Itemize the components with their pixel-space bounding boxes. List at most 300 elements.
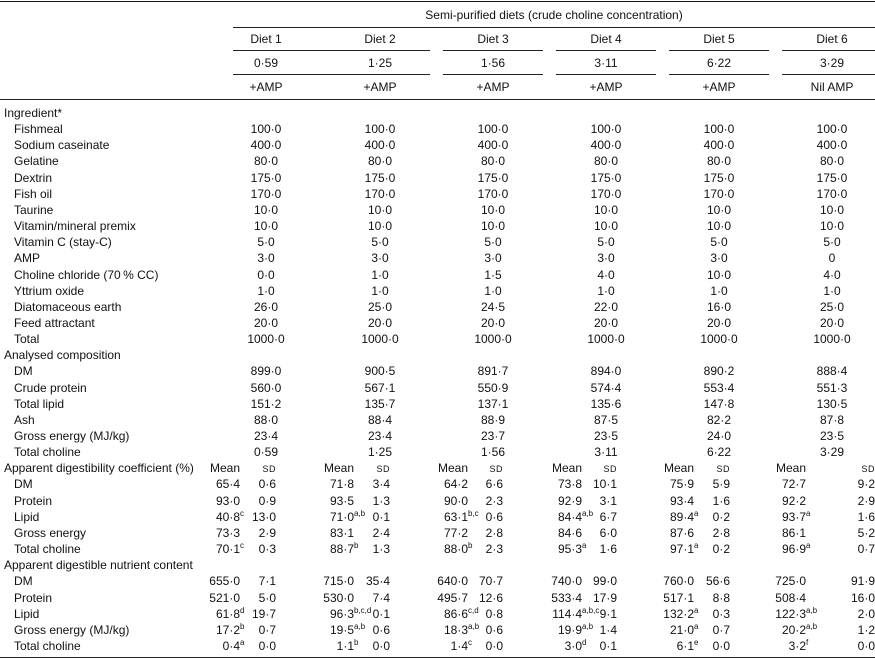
table-cell: 400·0: [816, 138, 848, 153]
sd-value: 0·3: [712, 606, 730, 621]
row-label: DM: [14, 477, 33, 492]
diet-amp-5: +AMP: [702, 80, 736, 94]
sd-value: 1·2: [857, 622, 875, 637]
table-cell: 10·0: [819, 219, 845, 234]
diet-underline-b-2: [330, 74, 430, 75]
table-cell: 1000·0: [813, 332, 851, 347]
row-label: Crude protein: [14, 380, 87, 395]
table-cell: 551·3: [816, 380, 848, 395]
significance-superscript: c: [240, 508, 244, 518]
table-cell: 574·4: [590, 380, 622, 395]
table-cell: 100·0: [816, 122, 848, 137]
table-cell: 400·0: [250, 138, 282, 153]
section-title: Ingredient*: [4, 106, 63, 120]
table-cell: 4·0: [823, 267, 841, 282]
row-label: DM: [14, 574, 33, 589]
significance-superscript: a,b: [468, 621, 480, 631]
table-cell: 88·4: [367, 412, 393, 427]
table-cell: 175·0: [250, 170, 282, 185]
mean-value: 71·8: [329, 477, 354, 492]
mean-number: 19·9: [557, 622, 582, 637]
mean-number: 96·9: [781, 542, 806, 557]
diet-amp-6: Nil AMP: [810, 80, 854, 94]
table-cell: 175·0: [477, 170, 509, 185]
row-label: Fish oil: [14, 186, 53, 201]
table-cell: 170·0: [590, 186, 622, 201]
diet-conc-4: 3·11: [594, 56, 618, 70]
significance-superscript: a,b: [582, 621, 594, 631]
table-cell: 16·0: [706, 299, 732, 314]
diet-name-1: Diet 1: [250, 32, 282, 46]
mean-header: Mean: [775, 461, 806, 476]
table-cell: 22·0: [593, 299, 619, 314]
mean-value: [782, 542, 810, 556]
table-cell: 100·0: [590, 122, 622, 137]
mean-number: 122·3: [775, 606, 806, 621]
table-cell: 135·7: [364, 396, 396, 411]
table-cell: 23·4: [367, 429, 393, 443]
table-cell: 23·5: [593, 429, 619, 443]
significance-superscript: c: [468, 637, 472, 647]
row-label: Lipid: [14, 509, 40, 524]
row-label: Total choline: [14, 445, 81, 460]
row-label: Fishmeal: [14, 122, 63, 137]
significance-superscript: b: [354, 541, 359, 551]
mean-value: 93·0: [215, 493, 240, 508]
mean-value: 725·0: [775, 574, 806, 589]
sd-value: 91·9: [850, 574, 875, 589]
sd-value: 0·7: [712, 622, 730, 637]
sd-value: 0·0: [857, 638, 875, 653]
table-cell: 25·0: [367, 299, 393, 314]
table-cell: 894·0: [590, 364, 622, 379]
diet-underline-a-3: [443, 50, 543, 51]
mean-value: [789, 639, 809, 653]
significance-superscript: a,b: [806, 605, 818, 615]
mean-number: 3·0: [564, 638, 582, 653]
table-cell: 175·0: [590, 170, 622, 185]
significance-superscript: a: [806, 508, 811, 518]
table-cell: 170·0: [477, 186, 509, 201]
table-cell: 3·0: [484, 251, 502, 266]
sd-value: 9·1: [599, 606, 617, 621]
sd-value: 7·4: [372, 590, 390, 605]
table-cell: 1·5: [484, 267, 502, 282]
table-cell: 400·0: [364, 138, 396, 153]
table-cell: 4·0: [597, 267, 615, 282]
sd-value: 1·6: [599, 542, 617, 557]
mean-number: 97·1: [669, 542, 694, 557]
sd-value: 3·1: [599, 493, 617, 508]
row-label: DM: [14, 364, 33, 379]
table-cell: 80·0: [480, 154, 506, 169]
table-cell: 80·0: [819, 154, 845, 169]
sd-header: SD: [603, 464, 617, 475]
row-label: Dextrin: [14, 170, 53, 185]
diet-name-5: Diet 5: [703, 32, 735, 46]
row-label: Gross energy (MJ/kg): [14, 622, 130, 637]
diet-name-2: Diet 2: [364, 32, 396, 46]
sd-header: SD: [716, 464, 730, 475]
table-cell: 400·0: [703, 138, 735, 153]
diet-amp-2: +AMP: [363, 80, 397, 94]
table-cell: 1·56: [480, 445, 506, 460]
significance-superscript: b: [354, 637, 359, 647]
diet-conc-3: 1·56: [480, 56, 506, 70]
header-group-underline: [233, 27, 875, 28]
table-cell: 24·0: [706, 429, 732, 443]
diet-underline-b-4: [556, 74, 656, 75]
mean-number: 88·7: [329, 542, 354, 557]
significance-superscript: a,b: [354, 508, 366, 518]
significance-superscript: d: [582, 637, 587, 647]
table-cell: 5·0: [823, 235, 841, 250]
table-cell: 88·0: [253, 412, 279, 427]
row-label: Total choline: [14, 542, 81, 557]
mean-number: 17·2: [215, 622, 240, 637]
table-cell: 10·0: [706, 202, 732, 217]
sd-value: 35·4: [365, 574, 390, 589]
mean-value: 92·9: [557, 493, 582, 508]
sd-value: 0·0: [485, 638, 503, 653]
sd-value: 99·0: [592, 574, 617, 589]
sd-value: 1·6: [857, 509, 875, 524]
table-cell: 900·5: [364, 364, 396, 379]
table-cell: 0: [828, 251, 836, 266]
mean-number: 86·6: [443, 606, 468, 621]
sd-value: 0·0: [712, 638, 730, 653]
sd-value: 1·4: [599, 622, 617, 637]
table-cell: 6·22: [706, 445, 732, 460]
table-cell: 137·1: [477, 396, 509, 411]
mean-header: Mean: [323, 461, 354, 476]
table-cell: 23·4: [253, 429, 279, 443]
mean-number: 88·0: [443, 542, 468, 557]
sd-value: 0·3: [258, 542, 276, 557]
table-cell: 1000·0: [247, 332, 285, 347]
mean-value: 640·0: [437, 574, 468, 589]
significance-superscript: b,c,d: [354, 605, 372, 615]
table-cell: 20·0: [480, 315, 506, 330]
mean-number: 63·1: [443, 509, 468, 524]
table-cell: 1000·0: [474, 332, 512, 347]
diet-underline-b-6: [782, 74, 875, 75]
mean-number: 19·5: [329, 622, 354, 637]
significance-superscript: a: [694, 621, 699, 631]
diet-underline-a-2: [330, 50, 430, 51]
table-cell: 3·0: [710, 251, 728, 266]
table-cell: 20·0: [367, 315, 393, 330]
mean-value: 517·1: [663, 590, 694, 605]
table-cell: 1·0: [823, 283, 841, 298]
diet-underline-a-4: [556, 50, 656, 51]
diet-name-6: Diet 6: [816, 32, 848, 46]
mean-number: 84·4: [557, 509, 582, 524]
sd-value: 0·1: [599, 638, 617, 653]
table-cell: 100·0: [364, 122, 396, 137]
mean-value: 87·6: [669, 525, 694, 540]
section-title: Analysed composition: [4, 348, 121, 363]
table-cell: 23·7: [480, 429, 506, 443]
mean-value: 760·0: [663, 574, 694, 589]
table-cell: 1000·0: [361, 332, 399, 347]
sd-value: 2·9: [857, 493, 875, 508]
mean-number: 89·4: [669, 509, 694, 524]
table-cell: 550·9: [477, 380, 509, 395]
sd-value: 10·1: [592, 477, 617, 492]
table-cell: 10·0: [706, 219, 732, 234]
mean-value: 86·1: [781, 525, 806, 540]
sd-value: 2·8: [485, 525, 503, 540]
mean-value: 508·4: [775, 590, 806, 605]
table-cell: 1·0: [597, 283, 615, 298]
mean-value: 77·2: [443, 525, 468, 540]
mean-value: 93·4: [669, 493, 694, 508]
sd-value: 1·3: [372, 493, 390, 508]
sd-value: 2·0: [857, 606, 875, 621]
sd-value: 0·0: [258, 638, 276, 653]
sd-value: 56·6: [705, 574, 730, 589]
diet-underline-b-1: [233, 74, 333, 75]
mean-value: 655·0: [209, 574, 240, 589]
mean-number: 114·4: [552, 606, 582, 621]
table-cell: 10·0: [819, 202, 845, 217]
mean-number: 61·8: [215, 606, 240, 621]
mean-value: 72·7: [781, 477, 806, 492]
significance-superscript: a,b: [354, 621, 366, 631]
significance-superscript: b,c: [468, 508, 479, 518]
mean-header: Mean: [663, 461, 694, 476]
row-label: Feed attractant: [14, 315, 95, 330]
table-cell: 1·0: [371, 267, 389, 282]
sd-value: 2·3: [485, 542, 503, 557]
table-cell: 87·5: [593, 412, 619, 427]
table-cell: 10·0: [480, 202, 506, 217]
mean-value: 740·0: [551, 574, 582, 589]
mean-value: 533·4: [551, 590, 582, 605]
row-label: Gross energy (MJ/kg): [14, 429, 130, 443]
table-cell: 130·5: [816, 396, 848, 411]
mean-number: 20·2: [781, 622, 806, 637]
mean-value: 65·4: [215, 477, 240, 492]
mean-value: 90·0: [443, 493, 468, 508]
significance-superscript: a,b: [806, 621, 818, 631]
sd-value: 13·0: [251, 509, 276, 524]
mean-value: 84·6: [557, 525, 582, 540]
row-label: Gross energy: [14, 525, 87, 540]
table-cell: 1·25: [367, 445, 393, 460]
table-cell: 88·9: [480, 412, 506, 427]
mean-value: [775, 607, 817, 621]
significance-superscript: a: [694, 508, 699, 518]
mean-value: 93·5: [329, 493, 354, 508]
sd-value: 5·0: [258, 590, 276, 605]
diet-conc-6: 3·29: [819, 56, 845, 70]
table-cell: 20·0: [253, 315, 279, 330]
sd-value: 5·2: [857, 525, 875, 540]
sd-header: SD: [262, 464, 276, 475]
diet-amp-3: +AMP: [476, 80, 510, 94]
mean-value: [782, 510, 810, 524]
sd-value: 0·7: [258, 622, 276, 637]
table-cell: 175·0: [816, 170, 848, 185]
mean-header: Mean: [551, 461, 582, 476]
diet-underline-b-3: [443, 74, 543, 75]
table-cell: 80·0: [367, 154, 393, 169]
header-bottom-rule: [0, 99, 875, 100]
table-cell: 20·0: [706, 315, 732, 330]
significance-superscript: b: [468, 541, 473, 551]
sd-value: 0·0: [372, 638, 390, 653]
significance-superscript: a: [806, 541, 811, 551]
table-cell: 10·0: [253, 202, 279, 217]
table-cell: 3·0: [371, 251, 389, 266]
table-cell: 10·0: [593, 219, 619, 234]
sd-value: 7·1: [258, 574, 276, 589]
table-cell: 1·0: [257, 283, 275, 298]
table-cell: 1000·0: [587, 332, 625, 347]
diet-name-3: Diet 3: [477, 32, 509, 46]
significance-superscript: a: [240, 637, 245, 647]
mean-number: 18·3: [443, 622, 468, 637]
table-cell: 80·0: [593, 154, 619, 169]
row-label: Total: [14, 332, 40, 347]
sd-value: 0·1: [372, 509, 390, 524]
mean-number: 93·7: [781, 509, 806, 524]
mean-header: Mean: [437, 461, 468, 476]
diet-name-4: Diet 4: [590, 32, 622, 46]
sd-value: 0·6: [258, 477, 276, 492]
header-group-title: Semi-purified diets (crude choline concentration): [425, 8, 683, 22]
table-cell: 567·1: [364, 380, 396, 395]
sd-value: 5·9: [712, 477, 730, 492]
mean-number: 132·2: [663, 606, 694, 621]
table-cell: 560·0: [250, 380, 282, 395]
table-cell: 1·0: [710, 283, 728, 298]
row-label: Vitamin C (stay-C): [14, 235, 112, 250]
mean-number: 96·3: [329, 606, 354, 621]
table-cell: 3·0: [257, 251, 275, 266]
diet-underline-b-5: [669, 74, 769, 75]
sd-value: 0·2: [712, 542, 730, 557]
sd-value: 70·7: [478, 574, 503, 589]
diet-conc-5: 6·22: [706, 56, 732, 70]
table-cell: 888·4: [816, 364, 848, 379]
table-cell: 10·0: [593, 202, 619, 217]
significance-superscript: a: [694, 541, 699, 551]
table-cell: 135·6: [590, 396, 622, 411]
table-cell: 82·2: [706, 412, 732, 427]
sd-value: 19·7: [251, 606, 276, 621]
table-cell: 0·59: [253, 445, 279, 460]
table-cell: 100·0: [477, 122, 509, 137]
table-cell: 170·0: [816, 186, 848, 201]
table-cell: 890·2: [703, 364, 735, 379]
diet-amp-4: +AMP: [589, 80, 623, 94]
table-cell: 3·11: [594, 445, 618, 460]
row-label: Total choline: [14, 638, 81, 653]
sd-value: 1·6: [712, 493, 730, 508]
sd-value: 1·3: [372, 542, 390, 557]
table-cell: 1·0: [371, 283, 389, 298]
table-cell: 151·2: [250, 396, 282, 411]
table-cell: 5·0: [597, 235, 615, 250]
mean-number: 1·1: [336, 638, 354, 653]
significance-superscript: e: [694, 637, 699, 647]
sd-value: 0·7: [857, 542, 875, 557]
table-cell: 5·0: [710, 235, 728, 250]
mean-value: 92·2: [781, 493, 806, 508]
table-cell: 175·0: [364, 170, 396, 185]
sd-value: 0·2: [712, 509, 730, 524]
sd-value: 12·6: [478, 590, 503, 605]
table-cell: 25·0: [819, 299, 845, 314]
table-cell: 170·0: [364, 186, 396, 201]
mean-number: 3·2: [788, 638, 806, 653]
table-cell: 3·29: [819, 445, 845, 460]
table-cell: 5·0: [371, 235, 389, 250]
row-label: Gelatine: [14, 154, 59, 169]
row-label: Sodium caseinate: [14, 138, 110, 153]
row-label: Lipid: [14, 606, 40, 621]
row-label: Vitamin/mineral premix: [14, 219, 136, 234]
mean-value: 73·3: [215, 525, 240, 540]
table-cell: 20·0: [819, 315, 845, 330]
table-cell: 1000·0: [700, 332, 738, 347]
sd-value: 2·3: [485, 493, 503, 508]
table-cell: 147·8: [703, 396, 735, 411]
top-rule: [0, 1, 875, 2]
table-cell: 20·0: [593, 315, 619, 330]
sd-value: 0·8: [485, 606, 503, 621]
row-label: Ash: [14, 412, 35, 427]
mean-value: 521·0: [209, 590, 240, 605]
table-cell: 899·0: [250, 364, 282, 379]
row-label: Taurine: [14, 202, 54, 217]
significance-superscript: a,b: [582, 508, 594, 518]
table-cell: 100·0: [250, 122, 282, 137]
sd-value: 0·1: [372, 606, 390, 621]
sd-value: 6·0: [599, 525, 617, 540]
table-cell: 170·0: [250, 186, 282, 201]
sd-value: 17·9: [592, 590, 617, 605]
sd-value: 0·9: [258, 493, 276, 508]
mean-value: 64·2: [443, 477, 468, 492]
row-label: Total lipid: [14, 396, 65, 411]
row-label: Protein: [14, 590, 53, 605]
table-cell: 3·0: [597, 251, 615, 266]
mean-number: 0·4: [222, 638, 240, 653]
mean-number: 21·0: [669, 622, 694, 637]
sd-value: 3·4: [372, 477, 390, 492]
sd-value: 2·9: [258, 525, 276, 540]
significance-superscript: a: [582, 541, 587, 551]
table-cell: 24·5: [480, 299, 506, 314]
significance-superscript: a: [694, 605, 699, 615]
mean-number: 95·3: [557, 542, 582, 557]
table-cell: 80·0: [706, 154, 732, 169]
row-label: AMP: [14, 251, 41, 266]
table-cell: 400·0: [477, 138, 509, 153]
mean-value: 715·0: [323, 574, 354, 589]
table-cell: 87·8: [819, 412, 845, 427]
sd-header: SD: [376, 464, 390, 475]
diet-conc-1: 0·59: [253, 56, 279, 70]
sd-value: 16·0: [850, 590, 875, 605]
sd-header: SD: [861, 464, 875, 475]
table-cell: 0·0: [257, 267, 275, 282]
significance-superscript: b: [240, 621, 245, 631]
